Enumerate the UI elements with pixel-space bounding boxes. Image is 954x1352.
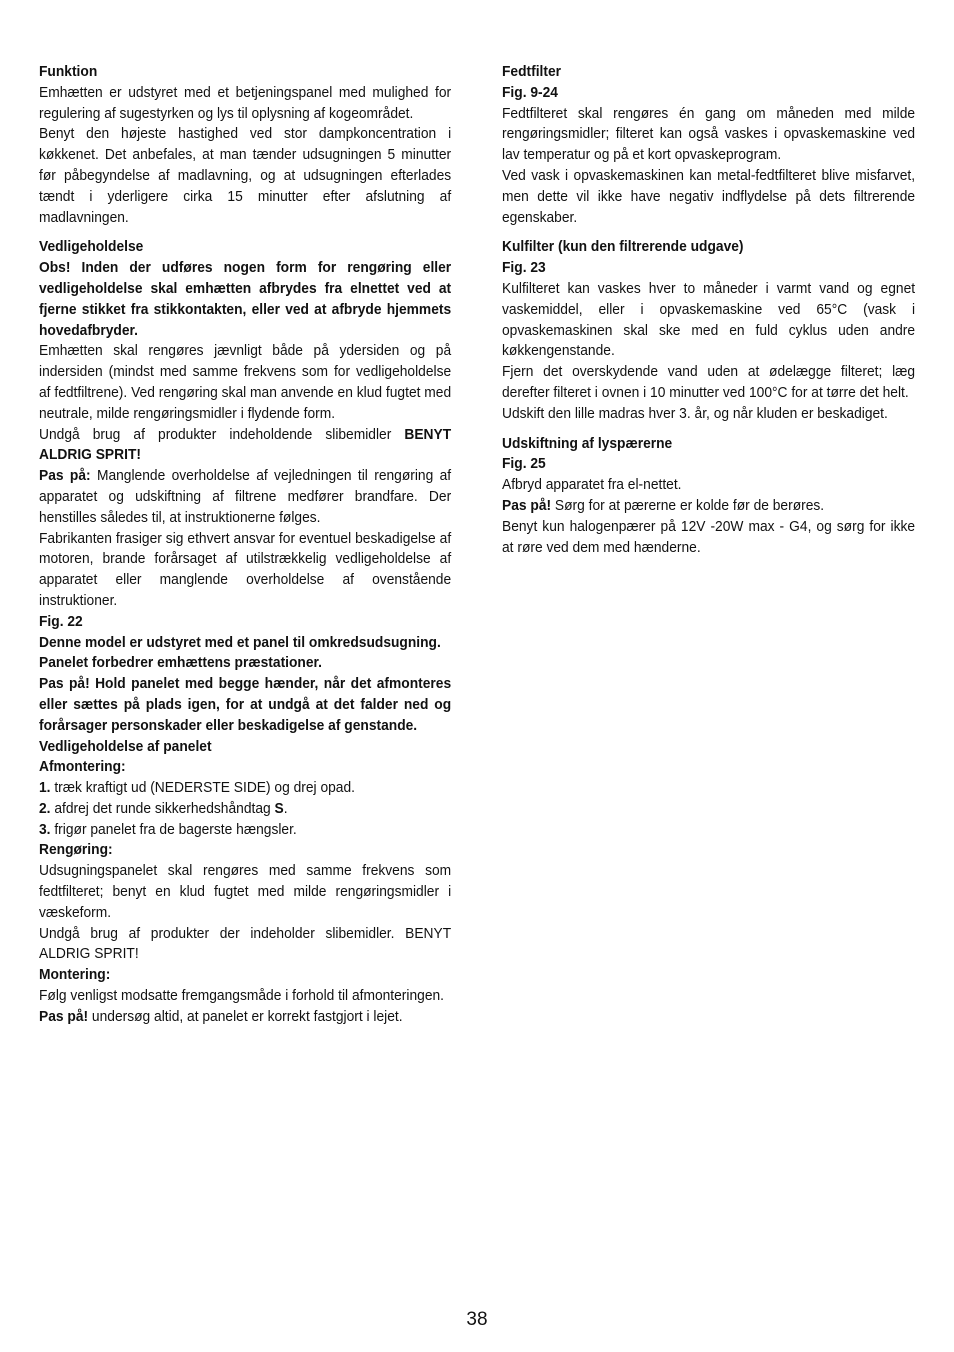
bold-paragraph: Pas på! Hold panelet med begge hænder, når det afmonteres eller sættes på plads igen, for at undgå at det falder ned og forårsager personskader eller beskadigelse af genstande. bbox=[39, 675, 452, 734]
bold-run: Pas på! bbox=[39, 1007, 89, 1025]
left-column bbox=[39, 62, 451, 1028]
paragraph: Benyt den højeste hastighed ved stor dampkoncentration i køkkenet. Det anbefales, at man tænder udsugningen 5 minutter før påbegyndelse af madlavning, og at udsugningen efterlades tændt i yderligere cirka 15 minutter efter afslutning af madlavningen. bbox=[39, 125, 452, 226]
bold-run: Pas på! bbox=[502, 496, 552, 514]
bold-run: S bbox=[274, 799, 284, 817]
step-text: træk kraftigt ud (NEDERSTE SIDE) og drej opad. bbox=[50, 779, 355, 797]
section-heading-lyspaerer: Udskiftning af lyspærerne bbox=[502, 434, 673, 452]
paragraph: Fabrikanten frasiger sig ethvert ansvar for eventuel beskadigelse af motoren, brande forårsaget af utilstrækkelig vedligeholdelse af apparatet eller manglende overholdelse af ovenstående instruktioner. bbox=[39, 529, 452, 609]
paragraph: Følg venligst modsatte fremgangsmåde i forhold til afmonteringen. bbox=[39, 987, 445, 1005]
warning-paragraph: Obs! Inden der udføres nogen form for rengøring eller vedligeholdelse skal emhætten afbrydes fra elnettet ved at fjerne stikket fra stikkontakten, eller ved at afbryde hjemmets hovedafbryder. bbox=[39, 259, 452, 339]
step-number: 1. bbox=[39, 779, 51, 797]
paragraph: Benyt kun halogenpærer på 12V -20W max - G4, og sørg for ikke at røre ved dem med hænderne. bbox=[502, 517, 916, 556]
page-number: 38 bbox=[466, 1309, 488, 1330]
bold-run: BENYT ALDRIG SPRIT! bbox=[39, 425, 452, 464]
step-item bbox=[39, 778, 451, 799]
text-run: Undgå brug af produkter indeholdende slibemidler bbox=[39, 425, 405, 443]
paragraph: Udskift den lille madras hver 3. år, og når kluden er beskadiget. bbox=[502, 404, 888, 422]
text-run: . bbox=[283, 799, 288, 817]
text-run: Sørg for at pærerne er kolde før de berøres. bbox=[551, 496, 825, 514]
step-item bbox=[39, 799, 451, 820]
section-heading-fedtfilter: Fedtfilter bbox=[502, 63, 562, 80]
text-run: Manglende overholdelse af vejledningen til rengøring af apparatet og udskiftning af filtrene medfører brandfare. Der henstilles således til, at instruktionerne følges. bbox=[39, 467, 452, 526]
sub-heading-rengoring: Rengøring: bbox=[39, 841, 113, 859]
figure-reference: Fig. 22 bbox=[39, 612, 83, 630]
section-heading-kulfilter: Kulfilter (kun den filtrerende udgave) bbox=[502, 238, 744, 256]
paragraph: Afbryd apparatet fra el-nettet. bbox=[502, 476, 682, 494]
step-text: frigør panelet fra de bagerste hængsler. bbox=[50, 820, 297, 838]
paragraph: Fedtfilteret skal rengøres én gang om måneden med milde rengøringsmidler; filteret kan også vaskes i opvaskemaskine ved lav temperatur og på et kort opvaskeprogram. bbox=[502, 104, 916, 164]
step-text: afdrej det runde sikkerhedshåndtag bbox=[50, 799, 275, 817]
figure-reference: Fig. 23 bbox=[502, 259, 546, 277]
paragraph: Ved vask i opvaskemaskinen kan metal-fedtfilteret blive misfarvet, men dette vil ikke have negativ indflydelse på dets filtrerende egenskaber. bbox=[502, 166, 916, 226]
paragraph: Emhætten er udstyret med et betjeningspanel med mulighed for regulering af sugestyrken og lys til oplysning af kogeområdet. bbox=[39, 83, 452, 122]
bold-paragraph: Denne model er udstyret med et panel til omkredsudsugning. bbox=[39, 633, 441, 651]
right-column bbox=[502, 62, 915, 558]
paragraph bbox=[39, 1007, 451, 1028]
paragraph bbox=[39, 425, 451, 467]
paragraph: Udsugningspanelet skal rengøres med samme frekvens som fedtfilteret; benyt en klud fugtet med milde rengøringsmidler i væskeform. bbox=[39, 862, 452, 921]
paragraph: Kulfilteret kan vaskes hver to måneder i varmt vand og egnet vaskemiddel, eller i opvaskemaskine ved 65°C (vask i opvaskemaskinen skal ske med en fuld cyklus uden andre køkkengenstande. bbox=[502, 279, 916, 360]
sub-heading-montering: Montering: bbox=[39, 966, 111, 984]
figure-reference: Fig. 25 bbox=[502, 455, 546, 473]
paragraph bbox=[39, 466, 451, 528]
paragraph bbox=[502, 496, 915, 517]
sub-heading-afmontering: Afmontering: bbox=[39, 758, 126, 776]
figure-reference: Fig. 9-24 bbox=[502, 83, 558, 101]
step-number: 2. bbox=[39, 799, 51, 817]
section-heading-funktion: Funktion bbox=[39, 63, 98, 80]
step-number: 3. bbox=[39, 820, 51, 838]
section-heading-vedligeholdelse: Vedligeholdelse bbox=[39, 238, 144, 256]
paragraph: Fjern det overskydende vand uden at ødelægge filteret; læg derefter filteret i ovnen i 10 minutter ved 100°C for at tørre det helt. bbox=[502, 363, 916, 401]
bold-run: Pas på: bbox=[39, 467, 91, 485]
sub-heading-panel: Vedligeholdelse af panelet bbox=[39, 737, 212, 755]
paragraph: Emhætten skal rengøres jævnligt både på ydersiden og på indersiden (mindst med samme frekvens som for vedligeholdelse af fedtfiltrene). Ved rengøring skal man anvende en klud fugtet med neutrale, milde rengøringsmidler i flydende form. bbox=[39, 342, 452, 422]
step-item bbox=[39, 820, 451, 841]
text-run: undersøg altid, at panelet er korrekt fastgjort i lejet. bbox=[88, 1007, 403, 1025]
paragraph: Undgå brug af produkter der indeholder slibemidler. BENYT ALDRIG SPRIT! bbox=[39, 924, 452, 963]
bold-paragraph: Panelet forbedrer emhættens præstationer. bbox=[39, 654, 322, 672]
